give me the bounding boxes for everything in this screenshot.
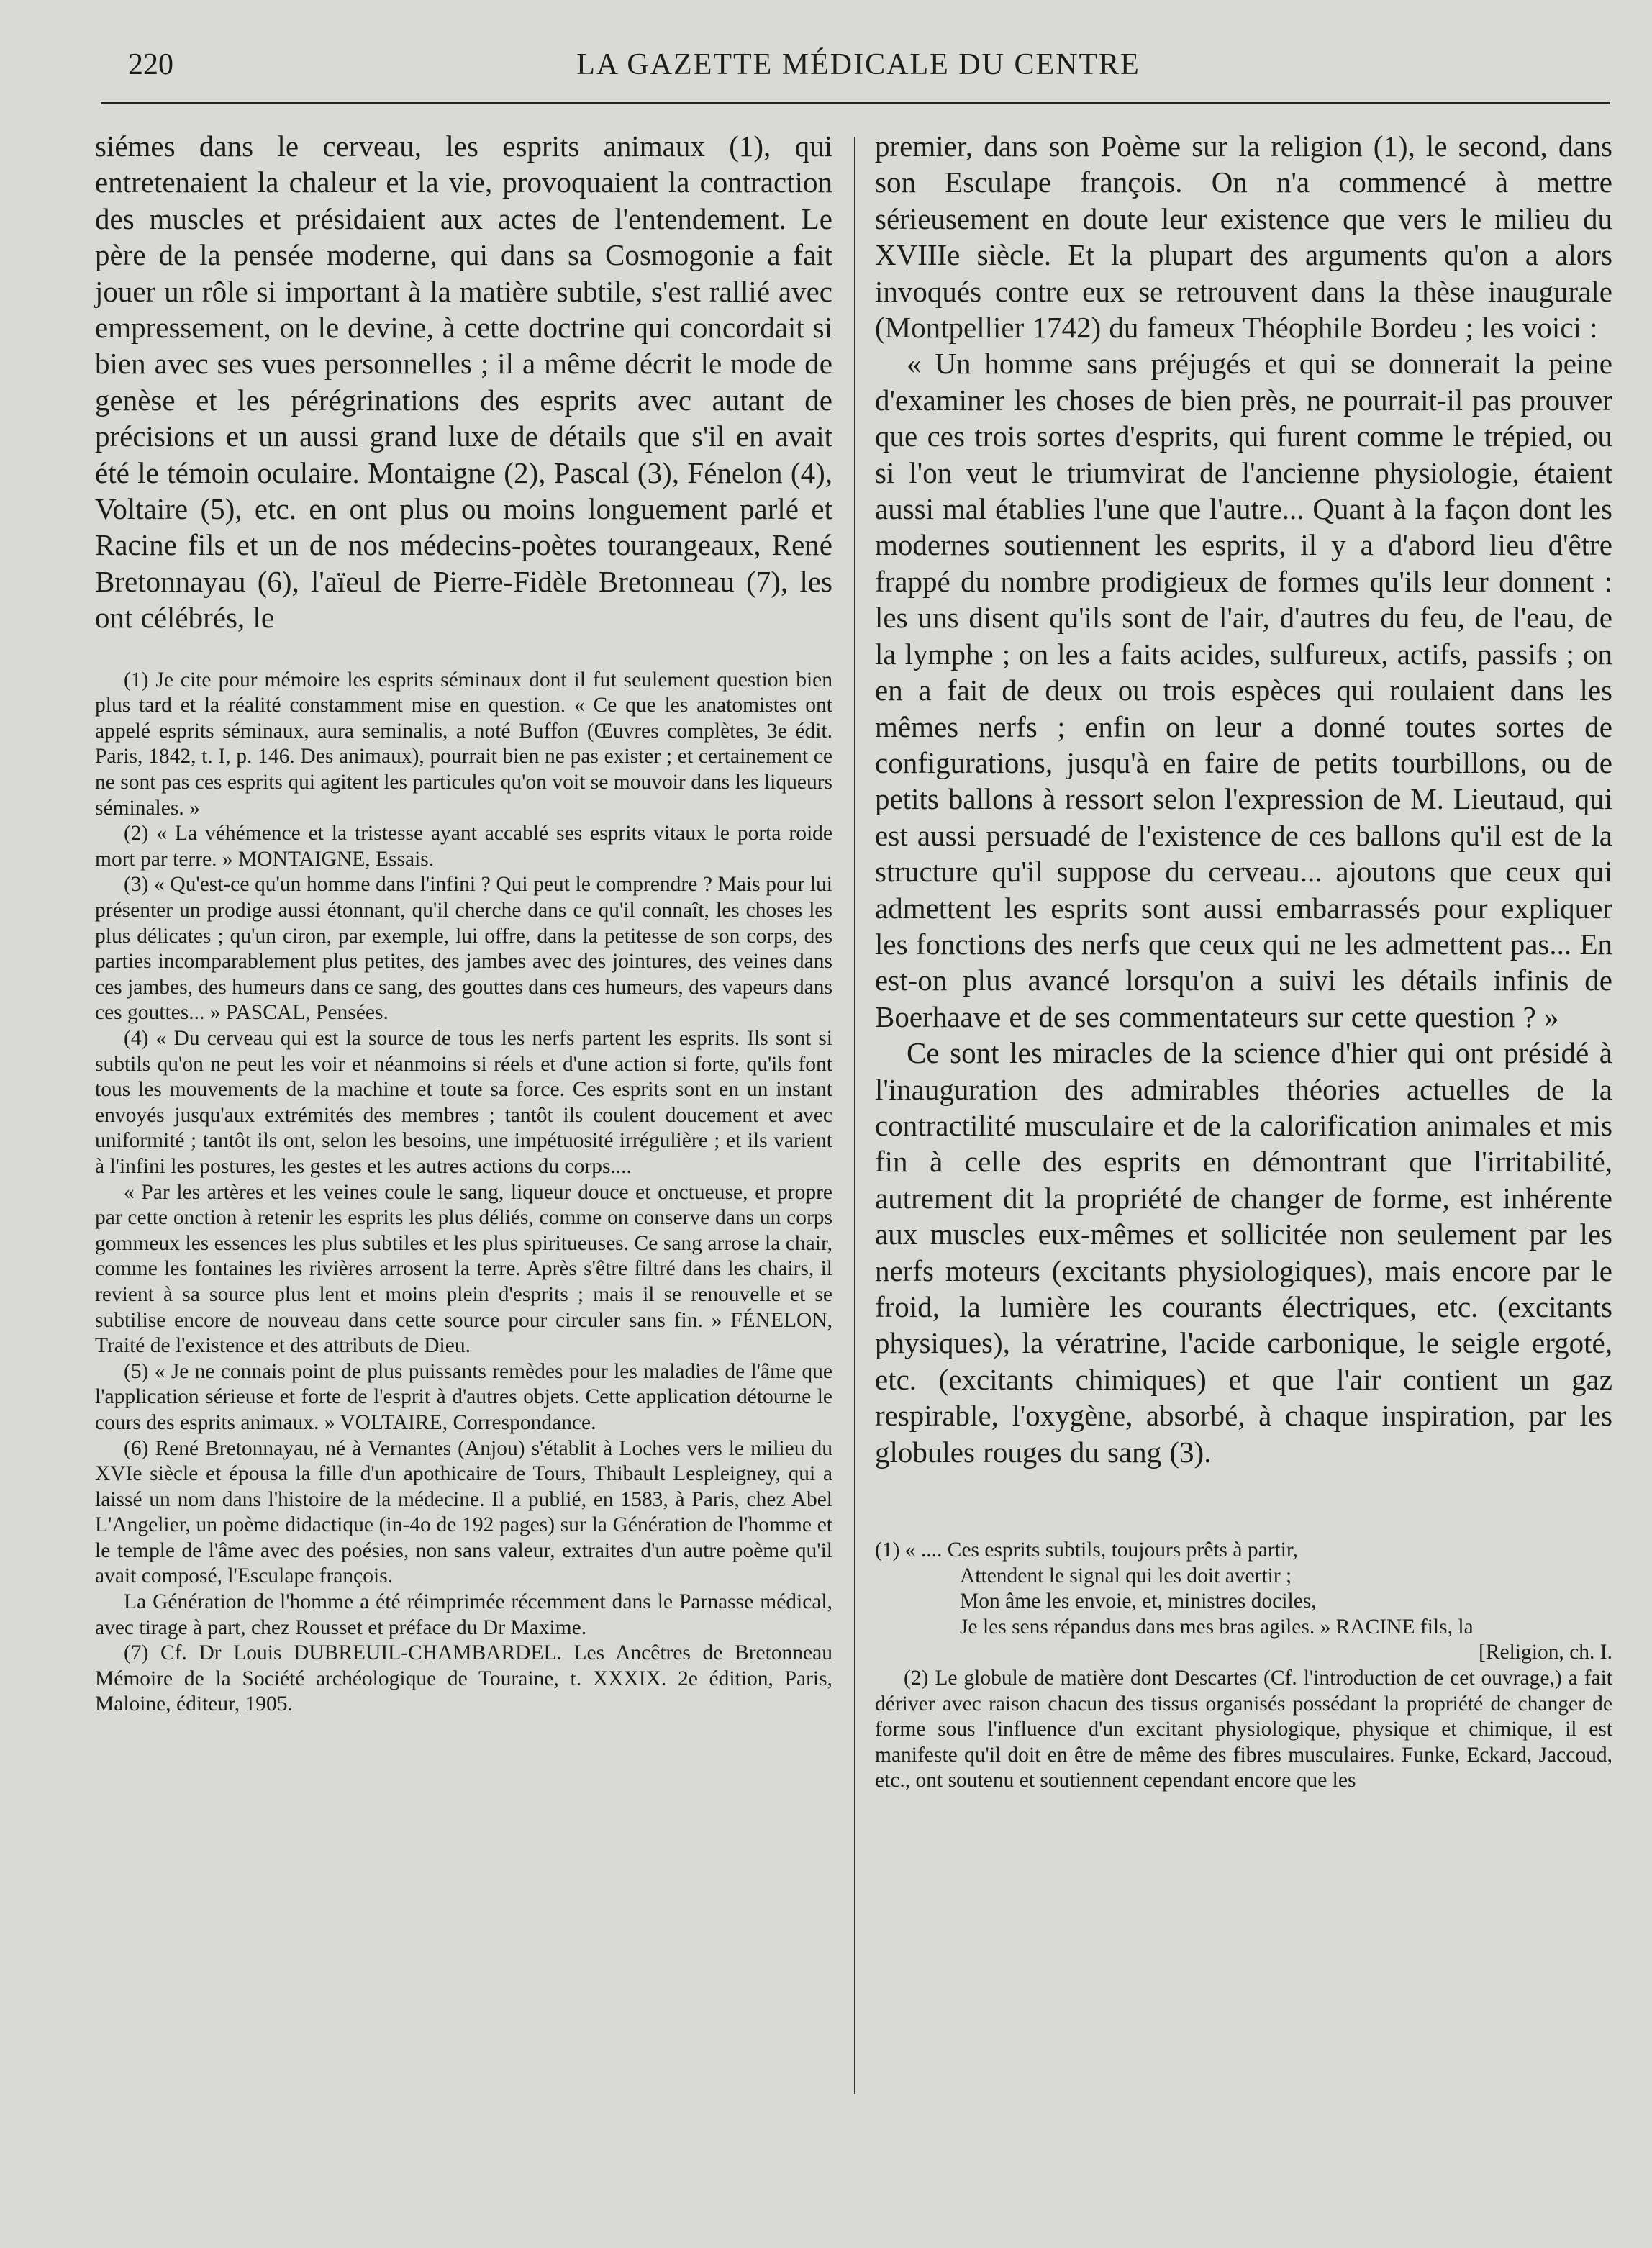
verse-line: Je les sens répandus dans mes bras agiles. » RACINE fils, la bbox=[960, 1615, 1474, 1639]
running-title: LA GAZETTE MÉDICALE DU CENTRE bbox=[576, 48, 1140, 81]
column-divider bbox=[854, 137, 856, 2094]
verse-line: (1) « .... Ces esprits subtils, toujours prêts à partir, bbox=[875, 1538, 1298, 1562]
body-paragraph: premier, dans son Poème sur la religion (1), le second, dans son Esculape françois. On n'a commencé à mettre sérieusement en doute leur existence que vers le milieu du XVIIIe siècle. Et la plupart des arguments qu'on a alors invoqués contre eux se retrouvent dans la thèse inaugurale (Montpellier 1742) du fameux Théophile Bordeu ; les voici : bbox=[875, 130, 1612, 345]
footnote-2: (2) « La véhémence et la tristesse ayant accablé ses esprits vitaux le porta roide mort par terre. » MONTAIGNE, Essais. bbox=[95, 822, 832, 871]
footnote-2-right: (2) Le globule de matière dont Descartes (Cf. l'introduction de cet ouvrage,) a fait dériver avec raison chacun des tissus organisés possédant la propriété de changer de forme sous l'influence d'un excitant physiologique, physique et chimique, il est manifeste qu'il doit en être de même des fibres musculaires. Funke, Eckard, Jaccoud, etc., ont soutenu et soutiennent cependant encore que les bbox=[875, 1667, 1612, 1792]
footnote-4: (4) « Du cerveau qui est la source de tous les nerfs partent les esprits. Ils sont si subtils qu'on ne peut les voir et néanmoins si réels et d'une action si forte, qu'ils font tous les mouvements de la machine et toute sa force. Ces esprits sont en un instant envoyés jusqu'aux extrémités des membres ; tantôt ils coulent doucement et avec uniformité ; tantôt ils ont, selon les besoins, une impétuosité irrégulière ; et ils varient à l'infini les postures, les gestes et les autres actions du corps.... bbox=[95, 1027, 832, 1178]
verse-attribution: [Religion, ch. I. bbox=[1479, 1641, 1612, 1664]
body-paragraph-quote: « Un homme sans préjugés et qui se donnerait la peine d'examiner les choses de bien près, ne pourrait-il pas prouver que ces trois sortes d'esprits, qui furent comme le trépied, ou si l'on veut le triumvirat de l'ancienne physiologie, étaient aussi mal établies l'une que l'autre... Quant à la façon dont les modernes soutiennent les esprits, il y a d'abord lieu d'être frappé du nombre prodigieux de formes qu'ils leur donnent : les uns disent qu'ils sont de l'air, d'autres du feu, de l'eau, de la lymphe ; on les a faits acides, sulfureux, actifs, passifs ; on en a fait de deux ou trois espèces qui roulaient dans les mêmes nerfs ; enfin on leur a donné toutes sortes de configurations, jusqu'à en faire de petits tourbillons, ou de petits ballons à ressort selon l'expression de M. Lieutaud, qui est aussi persuadé de l'existence de ces ballons qu'il est de la structure qu'il suppose du cerveau... ajoutons que ceux qui admettent les esprits sont aussi embarrassés pour expliquer les fonctions des nerfs que ceux qui ne les admettent pas... En est-on plus avancé lorsqu'on a suivi les détails infinis de Boerhaave et de ses commentateurs sur cette question ? » bbox=[875, 347, 1612, 1033]
footnote-7: (7) Cf. Dr Louis DUBREUIL-CHAMBARDEL. Les Ancêtres de Bretonneau Mémoire de la Société archéologique de Touraine, t. XXXIX. 2e édition, Paris, Maloine, éditeur, 1905. bbox=[95, 1641, 832, 1716]
footnote-1: (1) Je cite pour mémoire les esprits séminaux dont il fut seulement question bien plus tard et la réalité constamment mise en question. « Ce que les anatomistes ont appelé esprits séminaux, aura seminalis, a noté Buffon (Œuvres complètes, 3e édit. Paris, 1842, t. I, p. 146. Des animaux), pourrait bien ne pas exister ; et certainement ce ne sont pas ces esprits qui agitent les particules qu'on voit se mouvoir dans les liqueurs séminales. » bbox=[95, 668, 832, 820]
footnote-6-continued: La Génération de l'homme a été réimprimée récemment dans le Parnasse médical, avec tirage à part, chez Rousset et préface du Dr Maxime. bbox=[95, 1590, 832, 1639]
footnote-separator bbox=[95, 636, 832, 668]
verse-line: Mon âme les envoie, et, ministres dociles, bbox=[960, 1590, 1317, 1613]
footnote-3: (3) « Qu'est-ce qu'un homme dans l'infini ? Qui peut le comprendre ? Mais pour lui présenter un prodige aussi étonnant, qu'il cherche dans ce qu'il connaît, les choses les plus délicates ; qu'un ciron, par exemple, lui offre, dans la petitesse de son corps, des parties incomparablement plus petites, des jambes avec des jointures, des veines dans ces jambes, des humeurs dans ce sang, des gouttes dans ces humeurs, des vapeurs dans ces gouttes... » PASCAL, Pensées. bbox=[95, 873, 832, 1025]
left-column bbox=[95, 128, 832, 1718]
body-paragraph: siémes dans le cerveau, les esprits animaux (1), qui entretenaient la chaleur et la vie, provoquaient la contraction des muscles et présidaient aux actes de l'entendement. Le père de la pensée moderne, qui dans sa Cosmogonie a fait jouer un rôle si important à la matière subtile, s'est rallié avec empressement, on le devine, à cette doctrine qui concordait si bien avec ses vues personnelles ; il a même décrit le mode de genèse et les pérégrinations des esprits avec autant de précisions et un aussi grand luxe de détails que s'il en avait été le témoin oculaire. Montaigne (2), Pascal (3), Fénelon (4), Voltaire (5), etc. en ont plus ou moins longuement parlé et Racine fils et un de nos médecins-poètes tourangeaux, René Bretonnayau (6), l'aïeul de Pierre-Fidèle Bretonneau (7), les ont célébrés, le bbox=[95, 130, 832, 635]
page-header bbox=[106, 43, 1610, 86]
footnote-4-continued: « Par les artères et les veines coule le sang, liqueur douce et onctueuse, et propre par cette onction à retenir les esprits les plus déliés, comme on conserve dans un corps gommeux les essences les plus subtiles et les plus spiritueuses. Ce sang arrose la chair, comme les fontaines les rivières arrosent la terre. Après s'être filtré dans les chairs, il revient à sa source plus lent et moins plein d'esprits ; mais il se renouvelle et se subtilise encore de nouveau dans cette source pour circuler sans fin. » FÉNELON, Traité de l'existence et des attributs de Dieu. bbox=[95, 1180, 832, 1358]
footnote-6: (6) René Bretonnayau, né à Vernantes (Anjou) s'établit à Loches vers le milieu du XVIe siècle et épousa la fille d'un apothicaire de Tours, Thibault Lespleigney, qui a laissé un nom dans l'histoire de la médecine. Il a publié, en 1583, à Paris, chez Abel L'Angelier, un poème didactique (in-4o de 192 pages) sur la Génération de l'homme et le temple de l'âme avec des poésies, non sans valeur, extraites d'un autre poème qu'il avait composé, l'Esculape françois. bbox=[95, 1436, 832, 1588]
page-number: 220 bbox=[128, 48, 173, 81]
verse-line: Attendent le signal qui les doit avertir ; bbox=[960, 1564, 1292, 1587]
header-rule bbox=[101, 102, 1610, 104]
footnote-5: (5) « Je ne connais point de plus puissants remèdes pour les maladies de l'âme que l'application sérieuse et forte de l'esprit à d'autres objets. Cette application détourne le cours des esprits animaux. » VOLTAIRE, Correspondance. bbox=[95, 1359, 832, 1434]
right-column bbox=[875, 128, 1612, 1794]
body-paragraph: Ce sont les miracles de la science d'hier qui ont présidé à l'inauguration des admirables théories actuelles de la contractilité musculaire et de la calorification animales et mis fin à celle des esprits en démontrant que l'irritabilité, autrement dit la propriété de changer de forme, est inhérente aux muscles eux-mêmes et sollicitée non seulement par les nerfs moteurs (excitants physiologiques), mais encore par le froid, la lumière les courants électriques, etc. (excitants physiques), la vératrine, l'acide carbonique, le seigle ergoté, etc. (excitants chimiques) et que l'air contient un gaz respirable, l'oxygène, absorbé, à chaque inspiration, par les globules rouges du sang (3). bbox=[875, 1036, 1612, 1469]
footnote-verse bbox=[875, 1538, 1612, 1666]
